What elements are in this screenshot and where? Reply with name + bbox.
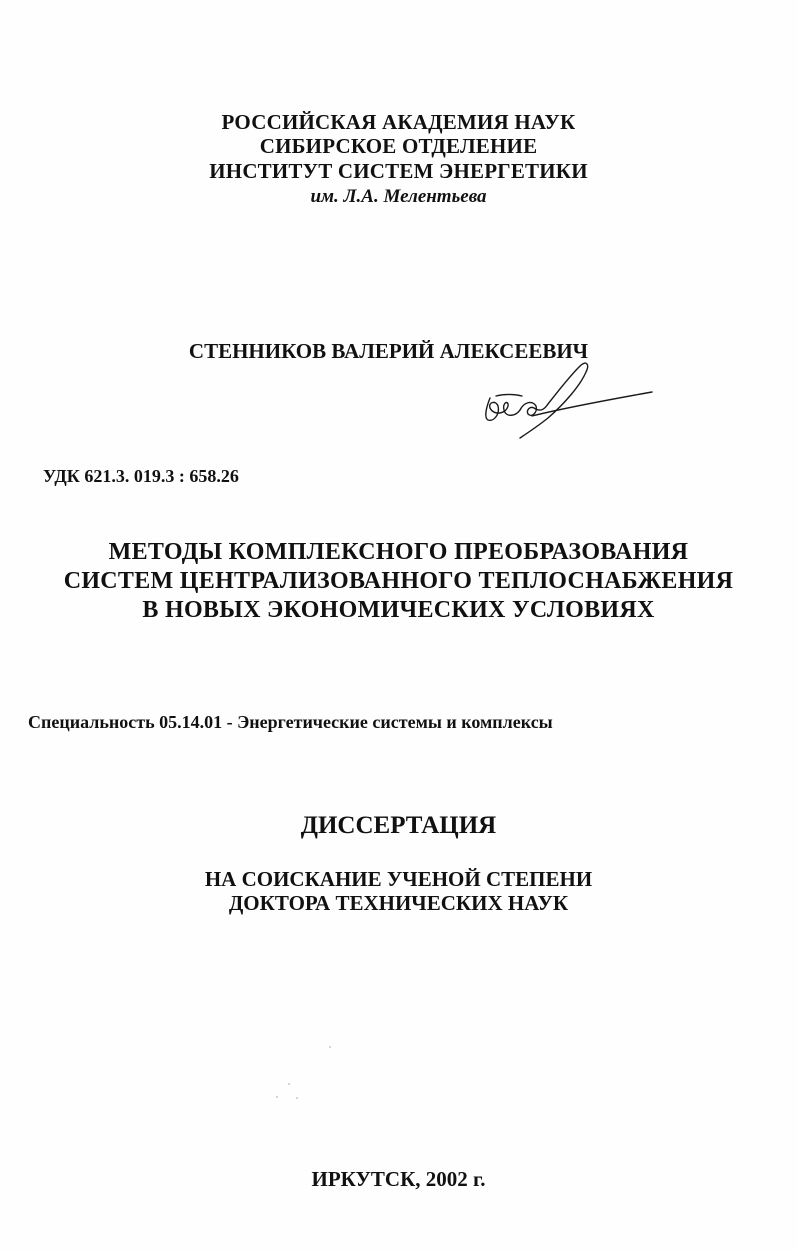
scan-speck (296, 1097, 298, 1099)
document-type: ДИССЕРТАЦИЯ (300, 812, 497, 839)
place-and-year: ИРКУТСК, 2002 г. (311, 1167, 486, 1191)
institute-name: ИНСТИТУТ СИСТЕМ ЭНЕРГЕТИКИ (209, 159, 588, 183)
academy-name: РОССИЙСКАЯ АКАДЕМИЯ НАУК (221, 110, 576, 134)
title-line-3: В НОВЫХ ЭКОНОМИЧЕСКИХ УСЛОВИЯХ (142, 597, 655, 623)
author-name: СТЕННИКОВ ВАЛЕРИЙ АЛЕКСЕЕВИЧ (188, 339, 589, 363)
degree-line-2: ДОКТОРА ТЕХНИЧЕСКИХ НАУК (228, 891, 569, 915)
title-line-1: МЕТОДЫ КОМПЛЕКСНОГО ПРЕОБРАЗОВАНИЯ (108, 539, 689, 565)
branch-name: СИБИРСКОЕ ОТДЕЛЕНИЕ (259, 134, 538, 158)
title-line-2: СИСТЕМ ЦЕНТРАЛИЗОВАННОГО ТЕПЛОСНАБЖЕНИЯ (63, 568, 734, 594)
scan-speck (276, 1096, 278, 1098)
specialty-line: Специальность 05.14.01 - Энергетические системы и комплексы (28, 712, 553, 732)
scan-speck (288, 1083, 290, 1085)
scan-speck (329, 1046, 331, 1048)
degree-line-1: НА СОИСКАНИЕ УЧЕНОЙ СТЕПЕНИ (204, 867, 593, 891)
institute-namesake: им. Л.А. Мелентьева (310, 186, 487, 207)
udc-code: УДК 621.3. 019.3 : 658.26 (43, 466, 239, 486)
author-signature (476, 358, 656, 448)
